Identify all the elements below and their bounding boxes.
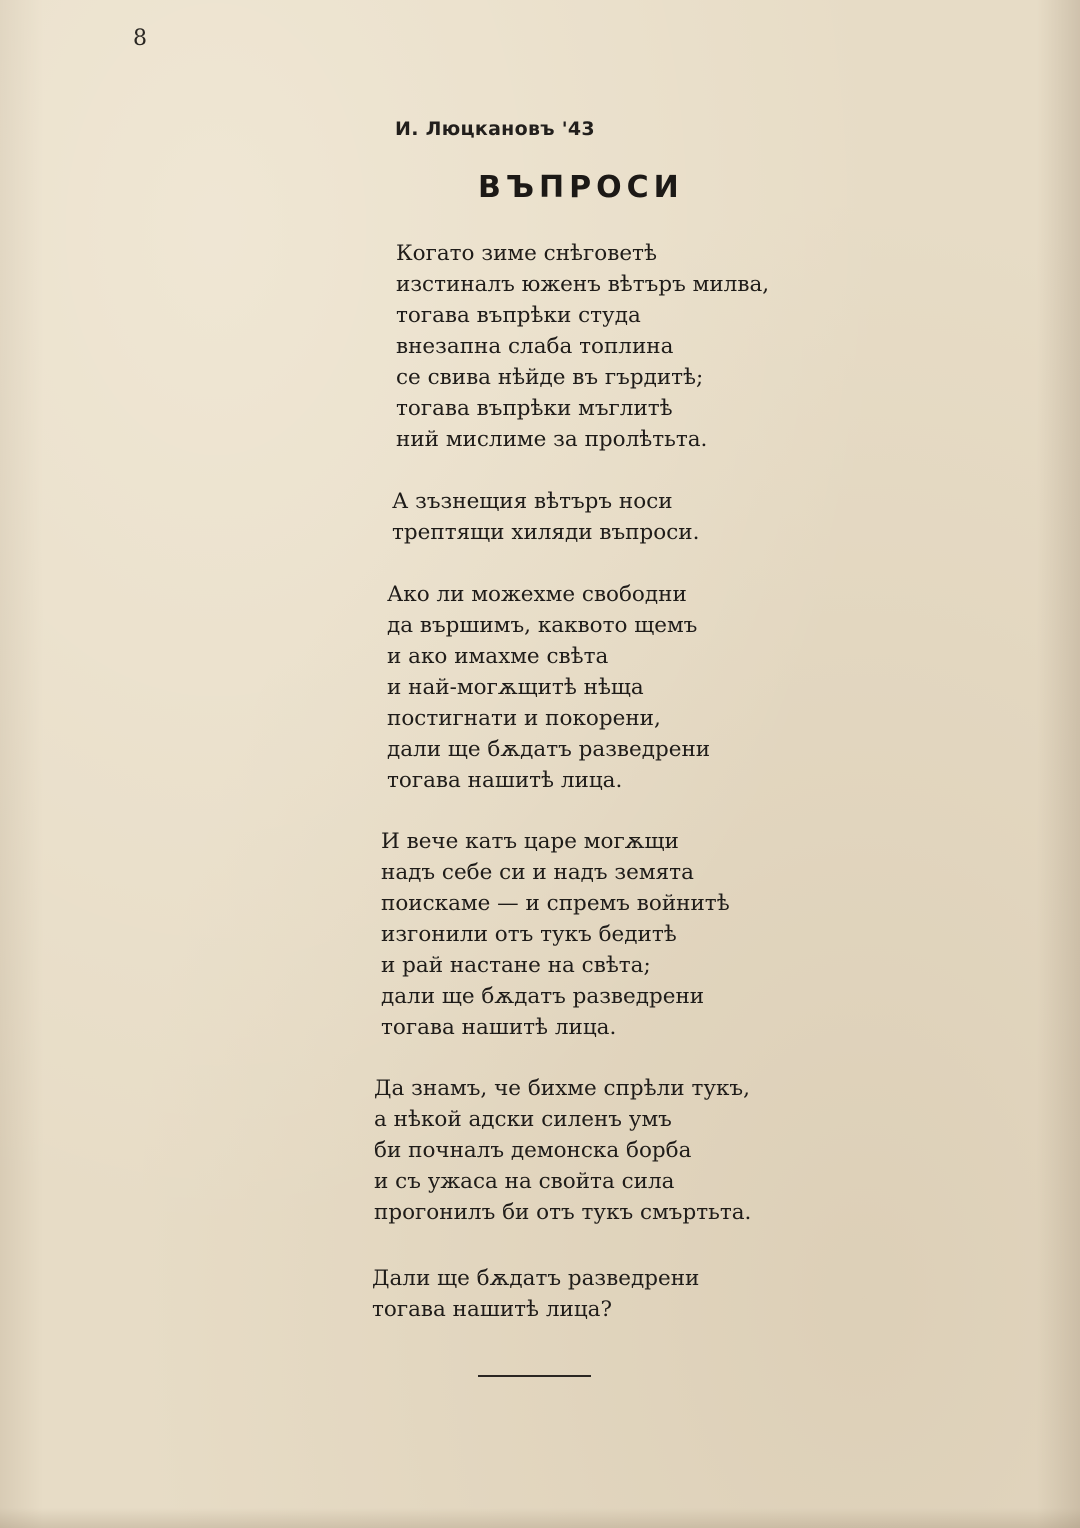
poem-line: тогава въпрѣки студа [396, 303, 641, 328]
poem-line: тогава нашитѣ лица? [372, 1297, 612, 1322]
poem-line: тогава нашитѣ лица. [381, 1015, 617, 1040]
poem-line: и най-могѫщитѣ нѣща [387, 675, 644, 700]
poem-line: дали ще бѫдатъ разведрени [381, 984, 705, 1009]
poem-line: поискаме — и спремъ войнитѣ [381, 891, 730, 916]
poem-line: И вече катъ царе могѫщи [381, 829, 679, 854]
poem-line: тогава въпрѣки мъглитѣ [396, 396, 673, 421]
poem-line: изстиналъ юженъ вѣтъръ милва, [396, 272, 770, 297]
poem-line: и ако имахме свѣта [387, 644, 609, 669]
stanza-4 [381, 826, 730, 1043]
stanza-2 [392, 486, 699, 548]
page-shadow [0, 1508, 1080, 1528]
poem-line: би почналъ демонска борба [374, 1138, 692, 1163]
poem-line: да вършимъ, каквото щемъ [387, 613, 698, 638]
poem-line: постигнати и покорени, [387, 706, 661, 731]
author-byline: И. Люцкановъ '43 [395, 118, 595, 140]
poem-line: Да знамъ, че бихме спрѣли тукъ, [374, 1076, 750, 1101]
poem-line: и съ ужаса на свойта сила [374, 1169, 675, 1194]
poem-line: надъ себе си и надъ земята [381, 860, 694, 885]
stanza-6 [372, 1263, 699, 1325]
poem-line: тогава нашитѣ лица. [387, 768, 623, 793]
poem-line: дали ще бѫдатъ разведрени [387, 737, 711, 762]
stanza-3 [387, 579, 710, 796]
poem-line: трептящи хиляди въпроси. [392, 520, 700, 545]
poem-title: ВЪПРОСИ [478, 170, 684, 205]
poem-line: ний мислиме за пролѣтьта. [396, 427, 708, 452]
poem-line: и рай настане на свѣта; [381, 953, 651, 978]
poem-line: Ако ли можехме свободни [387, 582, 687, 607]
poem-line: А зъзнещия вѣтъръ носи [392, 489, 673, 514]
stanza-5 [374, 1073, 751, 1228]
poem-line: Дали ще бѫдатъ разведрени [372, 1266, 700, 1291]
end-divider [478, 1375, 591, 1377]
page-number: 8 [133, 26, 147, 51]
stanza-1 [396, 238, 769, 455]
poem-line: внезапна слаба топлина [396, 334, 674, 359]
poem-line: а нѣкой адски силенъ умъ [374, 1107, 672, 1132]
poem-line: се свива нѣйде въ гърдитѣ; [396, 365, 704, 390]
poem-line: прогонилъ би отъ тукъ смъртьта. [374, 1200, 752, 1225]
poem-line: изгонили отъ тукъ бедитѣ [381, 922, 677, 947]
poem-line: Когато зиме снѣговетѣ [396, 241, 657, 266]
